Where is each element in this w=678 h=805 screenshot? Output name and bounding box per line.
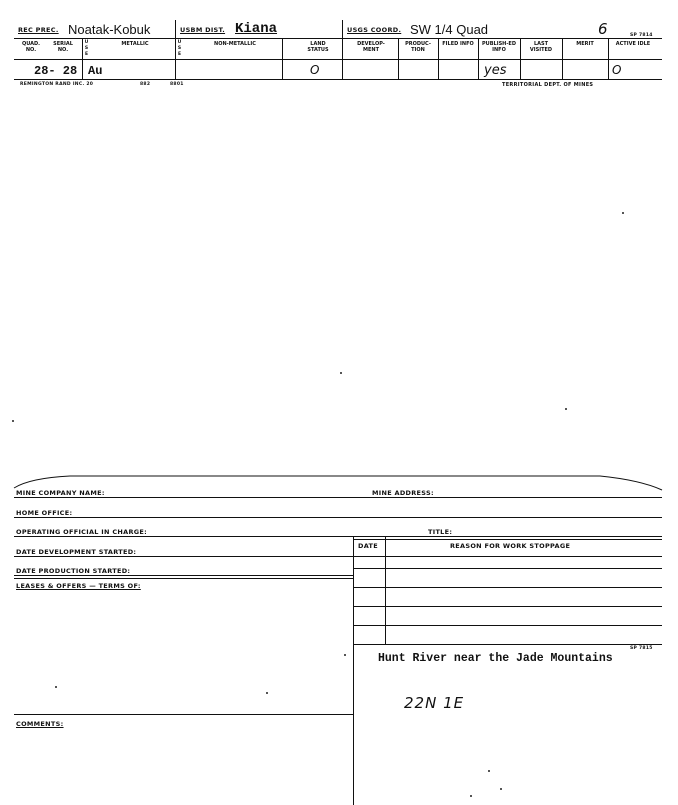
col-non-metallic: NON-METALLIC (214, 41, 256, 47)
speck (500, 788, 502, 790)
speck (622, 212, 624, 214)
leases-offers-label: LEASES & OFFERS — TERMS OF: (16, 582, 141, 590)
speck (340, 372, 342, 374)
rec-prec-label: REC PREC. (18, 26, 59, 34)
col-use-2: U S E (177, 40, 182, 57)
usbm-dist-label: USBM DIST. (180, 26, 226, 34)
speck (565, 408, 567, 410)
printer-code-a: 882 (140, 82, 151, 87)
date-header: DATE (358, 542, 378, 550)
date-prod-started-label: DATE PRODUCTION STARTED: (16, 567, 131, 575)
handwritten-coord: 22N 1E (404, 694, 465, 712)
date-dev-started-label: DATE DEVELOPMENT STARTED: (16, 548, 137, 556)
corner-mark: 6 (598, 20, 608, 38)
operating-official-label: OPERATING OFFICIAL IN CHARGE: (16, 528, 148, 536)
col-use-1: U S E (84, 40, 89, 57)
title-label: TITLE: (428, 528, 453, 536)
col-metallic: METALLIC (121, 41, 149, 47)
col-development: DEVELOP-MENT (357, 41, 385, 53)
row-published-info: yes (484, 63, 507, 78)
comments-label: COMMENTS: (16, 720, 64, 728)
speck (12, 420, 14, 422)
usbm-dist-value: Kiana (235, 21, 278, 37)
col-quad-no: QUAD. NO. (21, 41, 41, 53)
speck (470, 795, 472, 797)
printer-code-b: 8801 (170, 82, 184, 87)
usgs-coord-label: USGS COORD. (347, 26, 402, 34)
rec-prec-value: Noatak-Kobuk (68, 22, 151, 37)
form-code-top: SP 7814 (630, 33, 653, 38)
printer-line: REMINGTON RAND INC. 20 (20, 82, 94, 87)
territorial-dept: TERRITORIAL DEPT. OF MINES (502, 82, 594, 88)
speck (344, 654, 346, 656)
col-last-visited: LAST VISITED (529, 41, 553, 53)
col-published-info: PUBLISH-ED INFO (481, 41, 516, 53)
col-active-idle: ACTIVE IDLE (615, 41, 651, 47)
col-land-status: LAND STATUS (307, 41, 329, 53)
row-land-status: O (310, 63, 320, 77)
col-filed-info: FILED INFO (442, 41, 474, 47)
home-office-label: HOME OFFICE: (16, 509, 73, 517)
row-active-idle: O (612, 63, 622, 77)
speck (488, 770, 490, 772)
usgs-coord-value: SW 1/4 Quad (410, 22, 489, 37)
row-metallic: Au (88, 64, 103, 78)
row-quad-serial: 28- 28 (34, 64, 78, 78)
mine-company-name-label: MINE COMPANY NAME: (16, 489, 105, 497)
form-code-lower: SP 7815 (630, 646, 653, 651)
reason-header: REASON FOR WORK STOPPAGE (450, 542, 571, 550)
col-merit: MERIT (576, 41, 594, 47)
mine-address-label: MINE ADDRESS: (372, 489, 434, 497)
col-serial-no: SERIAL NO. (53, 41, 73, 53)
location-note: Hunt River near the Jade Mountains (378, 652, 613, 665)
speck (55, 686, 57, 688)
speck (266, 692, 268, 694)
col-production: PRODUC-TION (405, 41, 431, 53)
